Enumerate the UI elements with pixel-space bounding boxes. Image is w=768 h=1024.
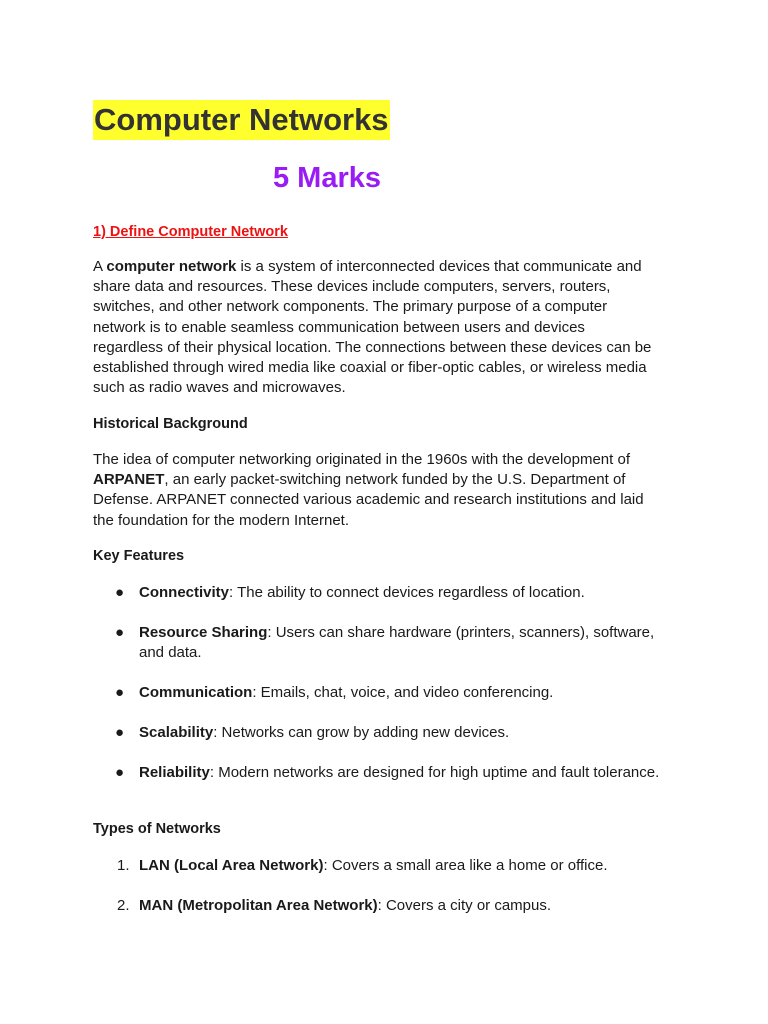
marks-subtitle: 5 Marks [273, 162, 382, 194]
type-term: LAN (Local Area Network) [139, 857, 324, 874]
feature-item [93, 623, 683, 663]
history-bold-term: ARPANET [93, 471, 165, 489]
features-heading: Key Features [93, 548, 185, 564]
document-title: Computer Networks [93, 100, 390, 140]
feature-item [93, 723, 683, 743]
intro-pre: A [93, 258, 107, 275]
feature-desc: : The ability to connect devices regardless of location. [229, 584, 585, 601]
type-item [93, 896, 683, 916]
list-number: 1. [117, 857, 130, 874]
history-heading: Historical Background [93, 416, 248, 432]
history-line-2: , an early packet-switching network funded by the U.S. Department of [164, 471, 626, 489]
intro-line-7: such as radio waves and microwaves. [93, 379, 346, 397]
feature-term: Scalability [139, 724, 214, 741]
intro-line-6: established through wired media like coaxial or fiber-optic cables, or wireless media [93, 359, 647, 377]
feature-term: Resource Sharing [139, 624, 268, 641]
history-line-1: The idea of computer networking originated in the 1960s with the development of [93, 451, 630, 468]
intro-line-1: is a system of interconnected devices that communicate and [236, 258, 642, 275]
intro-bold-term: computer network [106, 258, 237, 275]
intro-line-5: regardless of their physical location. The connections between these devices can be [93, 338, 652, 356]
bullet-marker: ● [115, 764, 125, 781]
history-line-4: the foundation for the modern Internet. [93, 511, 350, 529]
intro-line-4: network is to enable seamless communication between users and devices [93, 318, 585, 336]
type-term: MAN (Metropolitan Area Network) [139, 897, 378, 914]
intro-line-3: switches, and other network components. The primary purpose of a computer [93, 298, 608, 316]
feature-term: Communication [139, 684, 253, 701]
intro-paragraph [93, 257, 681, 398]
list-number: 2. [117, 897, 130, 914]
bullet-marker: ● [115, 584, 125, 601]
question-heading: 1) Define Computer Network [93, 224, 288, 240]
feature-term: Reliability [139, 764, 210, 781]
feature-item [93, 683, 683, 703]
history-paragraph [93, 450, 681, 531]
feature-desc: : Modern networks are designed for high uptime and fault tolerance. [209, 764, 660, 781]
type-desc: : Covers a city or campus. [377, 897, 552, 914]
type-desc: : Covers a small area like a home or office. [323, 857, 608, 874]
title-block [93, 100, 390, 140]
bullet-marker: ● [115, 724, 125, 741]
feature-desc: : Networks can grow by adding new devices. [213, 724, 510, 741]
feature-item [93, 583, 683, 603]
feature-desc: : Users can share hardware (printers, scanners), software, [267, 624, 655, 641]
types-heading: Types of Networks [93, 821, 221, 837]
feature-desc-cont: and data. [139, 644, 202, 662]
feature-desc: : Emails, chat, voice, and video conferencing. [252, 684, 554, 701]
type-item [93, 856, 683, 876]
feature-item [93, 763, 683, 783]
bullet-marker: ● [115, 624, 125, 641]
feature-term: Connectivity [139, 584, 230, 601]
history-line-3: Defense. ARPANET connected various academic and research institutions and laid [93, 491, 644, 509]
bullet-marker: ● [115, 684, 125, 701]
intro-line-2: share data and resources. These devices include computers, servers, routers, [93, 278, 611, 296]
